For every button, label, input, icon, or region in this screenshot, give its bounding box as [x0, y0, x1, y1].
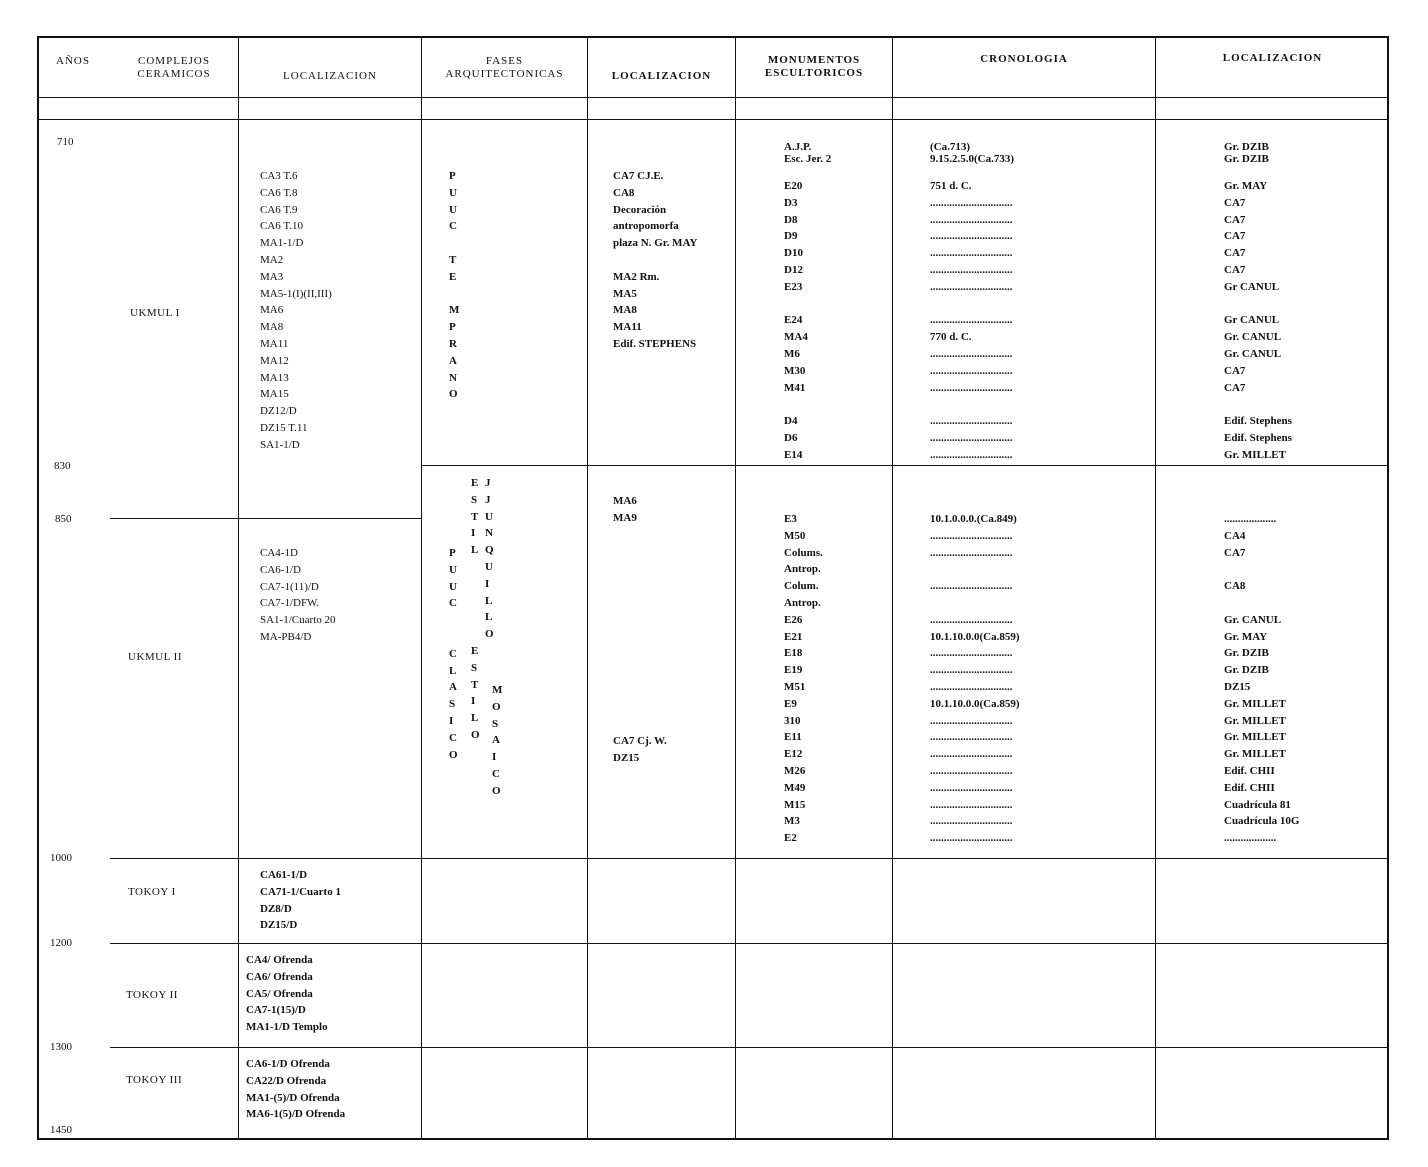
list-item — [471, 626, 480, 643]
list-item: U — [449, 580, 457, 593]
list-item: O — [492, 700, 501, 713]
list-item: T — [471, 678, 479, 691]
list-item: P — [449, 321, 456, 334]
chronology-value: .............................. — [930, 348, 1013, 360]
ceramic-location-list — [260, 545, 335, 646]
list-item: CA71-1/Cuarto 1 — [260, 885, 341, 898]
list-item: U — [485, 560, 493, 573]
monument-location: CA7 — [1224, 247, 1246, 260]
list-item: P — [449, 547, 456, 559]
chronology-value: .............................. — [930, 765, 1013, 777]
header-anos: AÑOS — [56, 55, 90, 67]
complex-name: UKMUL I — [130, 307, 180, 319]
list-item: U — [449, 203, 457, 216]
chronology-value: .............................. — [930, 213, 1013, 226]
list-item: I — [485, 577, 490, 590]
monument-location: Gr. MILLET — [1224, 448, 1286, 461]
list-item: MA15 — [260, 388, 289, 401]
chronology-value: .............................. — [930, 264, 1013, 276]
list-item: S — [492, 717, 499, 730]
list-item — [471, 559, 480, 576]
list-item: T — [471, 510, 479, 523]
header-localizacion-3: LOCALIZACION — [1222, 52, 1323, 64]
monument-location: Edif. Stephens — [1224, 415, 1292, 428]
list-item: CA5/ Ofrenda — [246, 987, 313, 1000]
monument-location: CA7 — [1224, 381, 1246, 394]
list-item — [449, 235, 459, 252]
complex-name: TOKOY III — [126, 1074, 183, 1086]
monument-location: Edif. Stephens — [1224, 432, 1292, 444]
list-item: MA6 — [613, 495, 637, 507]
monument-location: Gr. DZIB — [1224, 153, 1269, 165]
year-label: 830 — [54, 460, 71, 472]
chronology-value: .............................. — [930, 647, 1013, 660]
list-item: CA7 CJ.E. — [613, 170, 664, 182]
list-item: L — [485, 611, 493, 624]
monument-location: Cuadrícula 10G — [1224, 815, 1300, 828]
monument-name: E20 — [784, 180, 803, 192]
list-item: plaza N. Gr. MAY — [613, 237, 698, 250]
list-item — [471, 576, 480, 593]
list-item: MA5-1(I)(II,III) — [260, 287, 332, 300]
list-item: DZ8/D — [260, 902, 292, 915]
list-item: MA8 — [260, 321, 284, 334]
monument-name: A.J.P. — [784, 141, 812, 153]
monument-location: CA7 — [1224, 364, 1246, 377]
list-item: S — [449, 698, 456, 711]
ceramic-location-list — [246, 952, 328, 1036]
row-rule — [110, 858, 1389, 859]
list-item: antropomorfa — [613, 220, 679, 233]
monument-location: Edif. CHII — [1224, 781, 1275, 794]
monument-location: Gr. MAY — [1224, 180, 1268, 192]
list-item: MA3 — [260, 270, 284, 283]
list-item: CA8 — [613, 186, 635, 199]
list-item: Q — [485, 544, 494, 557]
monument-name: MA4 — [784, 331, 808, 344]
year-label: 1000 — [50, 852, 72, 864]
list-item: O — [492, 784, 501, 797]
phase-location-list — [613, 168, 697, 353]
list-item: Edif. STEPHENS — [613, 337, 697, 350]
header-complejos: COMPLEJOS CERAMICOS — [137, 55, 211, 80]
monument-location: CA8 — [1224, 580, 1246, 593]
list-item: DZ15 T.11 — [260, 421, 308, 434]
monument-name: E23 — [784, 280, 803, 293]
list-item — [449, 629, 458, 646]
list-item: MA11 — [260, 337, 289, 350]
year-label: 1200 — [50, 937, 72, 949]
list-item: O — [471, 728, 480, 741]
list-item: C — [449, 597, 457, 610]
chronology-value: .............................. — [930, 613, 1013, 626]
monument-name: E2 — [784, 832, 797, 845]
list-item: M — [449, 304, 460, 317]
chronology-value: .............................. — [930, 681, 1013, 693]
list-item: I — [449, 714, 454, 727]
list-item: CA6 T.8 — [260, 186, 298, 199]
list-item: C — [449, 731, 457, 744]
chronology-value: .............................. — [930, 230, 1013, 243]
monument-location: CA7 — [1224, 546, 1246, 559]
phase-location-list — [613, 733, 667, 767]
monument-location: DZ15 — [1224, 681, 1251, 693]
list-item: CA7-1(11)/D — [260, 580, 319, 593]
chronology-value: .............................. — [930, 529, 1013, 542]
list-item: S — [471, 661, 478, 674]
chronology-value: .............................. — [930, 381, 1013, 394]
monument-name: M26 — [784, 765, 806, 777]
monument-location: CA7 — [1224, 264, 1246, 276]
ceramic-location-list — [246, 1056, 345, 1123]
list-item: U — [449, 563, 457, 576]
chronology-value: .............................. — [930, 815, 1013, 828]
monument-location: Gr. MAY — [1224, 630, 1268, 643]
monument-location: Gr. MILLET — [1224, 748, 1286, 761]
monument-location: ................... — [1224, 832, 1277, 845]
list-item: E — [449, 270, 457, 283]
list-item: J — [485, 493, 491, 506]
chronology-value: .............................. — [930, 664, 1013, 677]
list-item: T — [449, 253, 457, 266]
list-item: U — [449, 186, 457, 199]
list-item — [471, 609, 480, 626]
chronology-value: .............................. — [930, 432, 1013, 444]
monument-location: Gr. CANUL — [1224, 348, 1282, 360]
monument-location: CA7 — [1224, 196, 1246, 209]
list-item: DZ15 — [613, 751, 640, 764]
list-item: MA-PB4/D — [260, 630, 312, 643]
table-frame — [37, 36, 1389, 1140]
list-item: MA2 — [260, 253, 284, 266]
monument-name: D4 — [784, 415, 798, 428]
chronology-value: 10.1.10.0.0(Ca.859) — [930, 630, 1020, 643]
chronology-value: .............................. — [930, 280, 1013, 293]
chronology-value: 10.1.0.0.0.(Ca.849) — [930, 513, 1017, 525]
phase-letters — [449, 168, 459, 403]
header-rule — [37, 97, 1389, 98]
list-item: C — [449, 220, 457, 233]
list-item: SA1-1/D — [260, 438, 300, 451]
year-label: 850 — [55, 513, 72, 525]
complex-name: TOKOY II — [126, 989, 178, 1001]
monument-name: E12 — [784, 748, 803, 761]
list-item: N — [485, 527, 493, 540]
list-item: CA7-1(15)/D — [246, 1004, 306, 1017]
list-item: CA4-1D — [260, 547, 298, 559]
chronology-value: (Ca.713) — [930, 141, 971, 153]
list-item: MA1-1/D Templo — [246, 1021, 328, 1034]
chronology-value: .............................. — [930, 748, 1013, 761]
header-rule — [37, 119, 1389, 120]
monument-name: D8 — [784, 213, 798, 226]
year-label: 710 — [57, 136, 74, 148]
chronology-value: .............................. — [930, 364, 1013, 377]
list-item: DZ15/D — [260, 919, 298, 932]
monument-location: Gr. CANUL — [1224, 613, 1282, 626]
col-divider — [421, 37, 422, 1140]
monument-name: D6 — [784, 432, 798, 444]
list-item: U — [485, 510, 493, 523]
list-item — [449, 612, 458, 629]
chronology-value: .............................. — [930, 781, 1013, 794]
list-item: DZ12/D — [260, 405, 297, 418]
list-item: MA8 — [613, 304, 637, 317]
row-rule — [110, 943, 1389, 944]
monument-name: M51 — [784, 681, 806, 693]
row-rule — [421, 465, 1389, 466]
list-item: L — [471, 712, 479, 725]
monument-name: M15 — [784, 798, 806, 811]
list-item: CA3 T.6 — [260, 170, 298, 182]
list-item: MA9 — [613, 511, 637, 524]
list-item — [613, 252, 697, 269]
monument-location: Cuadrícula 81 — [1224, 798, 1291, 811]
year-label: 1450 — [50, 1124, 72, 1136]
monument-name: E3 — [784, 513, 797, 525]
col-divider — [892, 37, 893, 1140]
monument-location: Gr CANUL — [1224, 280, 1280, 293]
list-item: MA11 — [613, 321, 642, 334]
list-item: CA6-1/D — [260, 563, 301, 576]
chronology-value: 751 d. C. — [930, 180, 972, 192]
list-item: CA6 T.10 — [260, 220, 303, 233]
chronology-value: .............................. — [930, 832, 1013, 845]
list-item: S — [471, 493, 478, 506]
header-cronologia: CRONOLOGIA — [980, 53, 1068, 65]
list-item — [449, 286, 459, 303]
list-item: CA7 Cj. W. — [613, 735, 667, 747]
monument-name: E9 — [784, 697, 797, 710]
complex-name: TOKOY I — [128, 886, 176, 898]
chronology-value: .............................. — [930, 546, 1013, 559]
chronology-value: .............................. — [930, 798, 1013, 811]
monument-location: CA4 — [1224, 529, 1246, 542]
row-rule — [110, 518, 421, 519]
list-item: CA6/ Ofrenda — [246, 970, 313, 983]
monument-name: Colums. — [784, 546, 823, 559]
list-item: CA6 T.9 — [260, 203, 298, 216]
chronology-value: .............................. — [930, 415, 1013, 428]
monument-name: M50 — [784, 529, 806, 542]
list-item: R — [449, 337, 457, 350]
chronology-value: .............................. — [930, 247, 1013, 260]
list-item: I — [471, 527, 476, 540]
monument-name: E24 — [784, 314, 803, 327]
monument-name: E18 — [784, 647, 803, 660]
col-divider — [587, 37, 588, 1140]
monument-location: Gr. DZIB — [1224, 664, 1269, 677]
monument-location: Gr. MILLET — [1224, 714, 1286, 727]
monument-name: M30 — [784, 364, 806, 377]
list-item: MA1-1/D — [260, 237, 304, 250]
list-item: I — [492, 751, 497, 764]
list-item: C — [449, 647, 457, 660]
monument-location: Gr. MILLET — [1224, 697, 1286, 710]
monument-location: Gr. MILLET — [1224, 731, 1286, 744]
chronology-value: .............................. — [930, 314, 1013, 327]
list-item: CA4/ Ofrenda — [246, 954, 313, 966]
list-item: CA6-1/D Ofrenda — [246, 1058, 330, 1070]
monument-name: 310 — [784, 714, 801, 727]
monument-name: Colum. — [784, 580, 819, 593]
list-item: MA12 — [260, 354, 289, 367]
monument-location: Gr. CANUL — [1224, 331, 1282, 344]
list-item — [471, 593, 480, 610]
chronology-value: .............................. — [930, 731, 1013, 744]
list-item: A — [449, 354, 457, 367]
list-item: CA22/D Ofrenda — [246, 1074, 327, 1087]
chronology-value: .............................. — [930, 448, 1013, 461]
list-item: L — [485, 594, 493, 607]
phase-letters — [485, 475, 494, 643]
chronology-value: 770 d. C. — [930, 331, 972, 344]
list-item: MA5 — [613, 287, 637, 300]
monument-name: Antrop. — [784, 597, 821, 609]
monument-name: M49 — [784, 781, 806, 794]
row-rule — [110, 1047, 1389, 1048]
monument-name: E11 — [784, 731, 802, 744]
list-item: L — [471, 544, 479, 557]
chronology-value: 9.15.2.5.0(Ca.733) — [930, 153, 1015, 165]
list-item: C — [492, 767, 500, 780]
monument-name: Esc. Jer. 2 — [784, 153, 832, 165]
phase-location-list — [613, 493, 637, 527]
list-item: L — [449, 664, 457, 677]
list-item: MA6-1(5)/D Ofrenda — [246, 1108, 346, 1121]
monument-name: E14 — [784, 448, 803, 461]
monument-location: CA7 — [1224, 230, 1246, 243]
list-item: MA6 — [260, 304, 284, 317]
col-divider — [238, 37, 239, 1140]
monument-name: M6 — [784, 348, 800, 360]
list-item: MA2 Rm. — [613, 270, 660, 283]
list-item: O — [485, 628, 494, 641]
list-item: P — [449, 170, 456, 182]
chronology-value: .............................. — [930, 714, 1013, 727]
ceramic-location-list — [260, 168, 332, 454]
header-monumentos: MONUMENTOS ESCULTORICOS — [764, 54, 864, 79]
list-item: O — [449, 388, 458, 401]
monument-name: D3 — [784, 196, 798, 209]
chronology-value: .............................. — [930, 196, 1013, 209]
monument-name: E26 — [784, 613, 803, 626]
monument-name: M3 — [784, 815, 800, 828]
monument-location: Gr. DZIB — [1224, 647, 1269, 660]
chronology-value: .............................. — [930, 580, 1013, 593]
monument-name: D12 — [784, 264, 803, 276]
list-item: A — [492, 734, 500, 747]
monument-name: D10 — [784, 247, 803, 260]
col-divider — [1155, 37, 1156, 1140]
monument-location: ................... — [1224, 513, 1277, 525]
list-item: MA13 — [260, 371, 289, 384]
monument-name: E21 — [784, 630, 803, 643]
chronology-value: 10.1.10.0.0(Ca.859) — [930, 697, 1020, 710]
monument-name: E19 — [784, 664, 803, 677]
list-item: J — [485, 477, 491, 489]
list-item: Decoración — [613, 203, 667, 216]
list-item: E — [471, 644, 479, 657]
list-item: O — [449, 748, 458, 761]
list-item: M — [492, 684, 503, 696]
header-fases: FASES ARQUITECTONICAS — [445, 55, 564, 80]
list-item: CA61-1/D — [260, 869, 308, 881]
monument-name: Antrop. — [784, 563, 821, 576]
phase-letters — [492, 682, 502, 800]
col-divider — [735, 37, 736, 1140]
monument-location: Gr. DZIB — [1224, 141, 1269, 153]
list-item: CA7-1/DFW. — [260, 597, 320, 610]
header-localizacion-2: LOCALIZACION — [611, 70, 712, 82]
ceramic-location-list — [260, 867, 341, 934]
phase-letters — [449, 545, 458, 763]
list-item: I — [471, 695, 476, 708]
header-localizacion-1: LOCALIZACION — [283, 70, 377, 82]
phase-letters — [471, 475, 480, 744]
year-label: 1300 — [50, 1041, 72, 1053]
list-item: MA1-(5)/D Ofrenda — [246, 1091, 340, 1104]
complex-name: UKMUL II — [128, 651, 182, 663]
list-item: A — [449, 681, 457, 694]
list-item: E — [471, 477, 479, 489]
monument-location: CA7 — [1224, 213, 1246, 226]
list-item: SA1-1/Cuarto 20 — [260, 614, 336, 627]
monument-location: Gr CANUL — [1224, 314, 1280, 327]
monument-name: D9 — [784, 230, 798, 243]
list-item: N — [449, 371, 457, 384]
monument-location: Edif. CHII — [1224, 765, 1275, 777]
monument-name: M41 — [784, 381, 806, 394]
